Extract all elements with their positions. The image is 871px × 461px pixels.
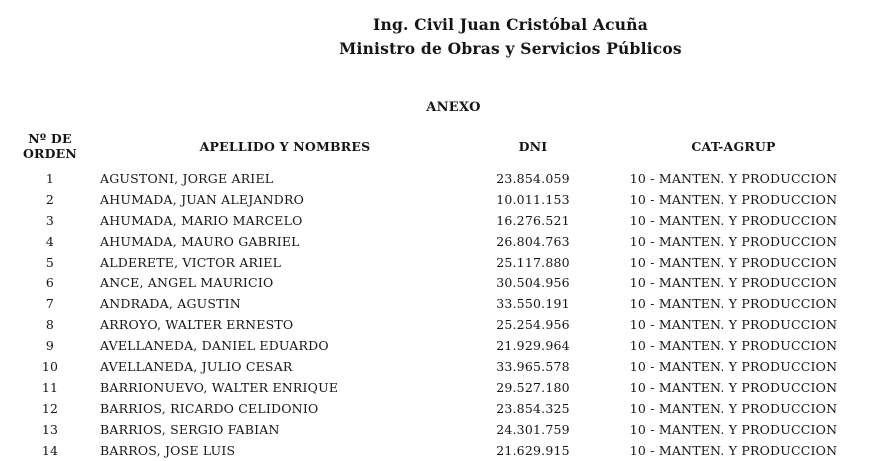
column-header-order-line1: Nº DE <box>28 131 72 146</box>
order-cell: 10 <box>41 358 59 374</box>
cat-agrup-cell: 10 - MANTEN. Y PRODUCCION <box>629 275 838 291</box>
table-row <box>0 440 871 461</box>
cat-agrup-cell: 10 - MANTEN. Y PRODUCCION <box>629 296 838 312</box>
order-cell: 1 <box>45 170 55 186</box>
name-cell: ANCE, ANGEL MAURICIO <box>100 275 274 291</box>
dni-cell: 21.929.964 <box>496 338 570 354</box>
table-row <box>0 231 871 252</box>
dni-cell: 24.301.759 <box>496 421 570 437</box>
table-row <box>0 293 871 314</box>
order-cell: 9 <box>45 338 55 354</box>
dni-cell: 10.011.153 <box>496 191 570 207</box>
cat-agrup-cell: 10 - MANTEN. Y PRODUCCION <box>629 317 838 333</box>
cat-agrup-cell: 10 - MANTEN. Y PRODUCCION <box>629 254 838 270</box>
table-row <box>0 189 871 210</box>
cat-agrup-cell: 10 - MANTEN. Y PRODUCCION <box>629 442 838 458</box>
dni-cell: 25.254.956 <box>496 317 570 333</box>
table-row <box>0 168 871 189</box>
table-row <box>0 252 871 273</box>
name-cell: AGUSTONI, JORGE ARIEL <box>100 170 274 186</box>
dni-cell: 33.965.578 <box>496 358 570 374</box>
order-cell: 5 <box>45 254 55 270</box>
order-cell: 7 <box>45 296 55 312</box>
table-row <box>0 377 871 398</box>
cat-agrup-cell: 10 - MANTEN. Y PRODUCCION <box>629 379 838 395</box>
order-cell: 14 <box>41 442 59 458</box>
name-cell: ANDRADA, AGUSTIN <box>100 296 241 312</box>
table-row <box>0 335 871 356</box>
name-cell: ALDERETE, VICTOR ARIEL <box>100 254 282 270</box>
name-cell: BARROS, JOSE LUIS <box>100 442 236 458</box>
order-cell: 6 <box>45 275 55 291</box>
table-body <box>0 168 871 460</box>
name-cell: AVELLANEDA, DANIEL EDUARDO <box>100 338 329 354</box>
name-cell: AHUMADA, JUAN ALEJANDRO <box>100 191 305 207</box>
dni-cell: 29.527.180 <box>496 379 570 395</box>
cat-agrup-cell: 10 - MANTEN. Y PRODUCCION <box>629 400 838 416</box>
order-cell: 3 <box>45 212 55 228</box>
name-cell: ARROYO, WALTER ERNESTO <box>100 317 294 333</box>
section-title: ANEXO <box>426 100 481 115</box>
cat-agrup-cell: 10 - MANTEN. Y PRODUCCION <box>629 170 838 186</box>
cat-agrup-cell: 10 - MANTEN. Y PRODUCCION <box>629 421 838 437</box>
table-row <box>0 419 871 440</box>
dni-cell: 30.504.956 <box>496 275 570 291</box>
column-header-dni: DNI <box>518 139 548 154</box>
table-header <box>0 125 871 168</box>
column-header-order-line2: ORDEN <box>22 145 78 161</box>
table-row <box>0 210 871 231</box>
signatory-name: Ing. Civil Juan Cristóbal Acuña <box>373 15 648 34</box>
dni-cell: 23.854.325 <box>496 400 570 416</box>
personnel-table <box>0 125 871 460</box>
name-cell: BARRIOS, RICARDO CELIDONIO <box>100 400 319 416</box>
name-cell: AHUMADA, MAURO GABRIEL <box>100 233 300 249</box>
order-cell: 13 <box>41 421 59 437</box>
dni-cell: 33.550.191 <box>496 296 570 312</box>
signatory-title: Ministro de Obras y Servicios Públicos <box>339 39 682 58</box>
dni-cell: 23.854.059 <box>496 170 570 186</box>
column-header-name: APELLIDO Y NOMBRES <box>199 139 371 154</box>
order-cell: 4 <box>45 233 55 249</box>
cat-agrup-cell: 10 - MANTEN. Y PRODUCCION <box>629 338 838 354</box>
cat-agrup-cell: 10 - MANTEN. Y PRODUCCION <box>629 212 838 228</box>
name-cell: BARRIONUEVO, WALTER ENRIQUE <box>100 379 339 395</box>
dni-cell: 26.804.763 <box>496 233 570 249</box>
cat-agrup-cell: 10 - MANTEN. Y PRODUCCION <box>629 191 838 207</box>
table-row <box>0 356 871 377</box>
signature-block <box>150 13 871 61</box>
order-cell: 11 <box>41 379 59 395</box>
dni-cell: 21.629.915 <box>496 442 570 458</box>
order-cell: 8 <box>45 317 55 333</box>
dni-cell: 16.276.521 <box>496 212 570 228</box>
order-cell: 2 <box>45 191 55 207</box>
dni-cell: 25.117.880 <box>496 254 570 270</box>
cat-agrup-cell: 10 - MANTEN. Y PRODUCCION <box>629 358 838 374</box>
table-row <box>0 272 871 293</box>
cat-agrup-cell: 10 - MANTEN. Y PRODUCCION <box>629 233 838 249</box>
table-header-row <box>0 125 871 168</box>
name-cell: BARRIOS, SERGIO FABIAN <box>100 421 280 437</box>
order-cell: 12 <box>41 400 59 416</box>
column-header-cat-agrup: CAT-AGRUP <box>691 139 776 154</box>
name-cell: AVELLANEDA, JULIO CESAR <box>100 358 293 374</box>
name-cell: AHUMADA, MARIO MARCELO <box>100 212 303 228</box>
column-header-order <box>0 125 100 168</box>
table-row <box>0 398 871 419</box>
table-row <box>0 314 871 335</box>
